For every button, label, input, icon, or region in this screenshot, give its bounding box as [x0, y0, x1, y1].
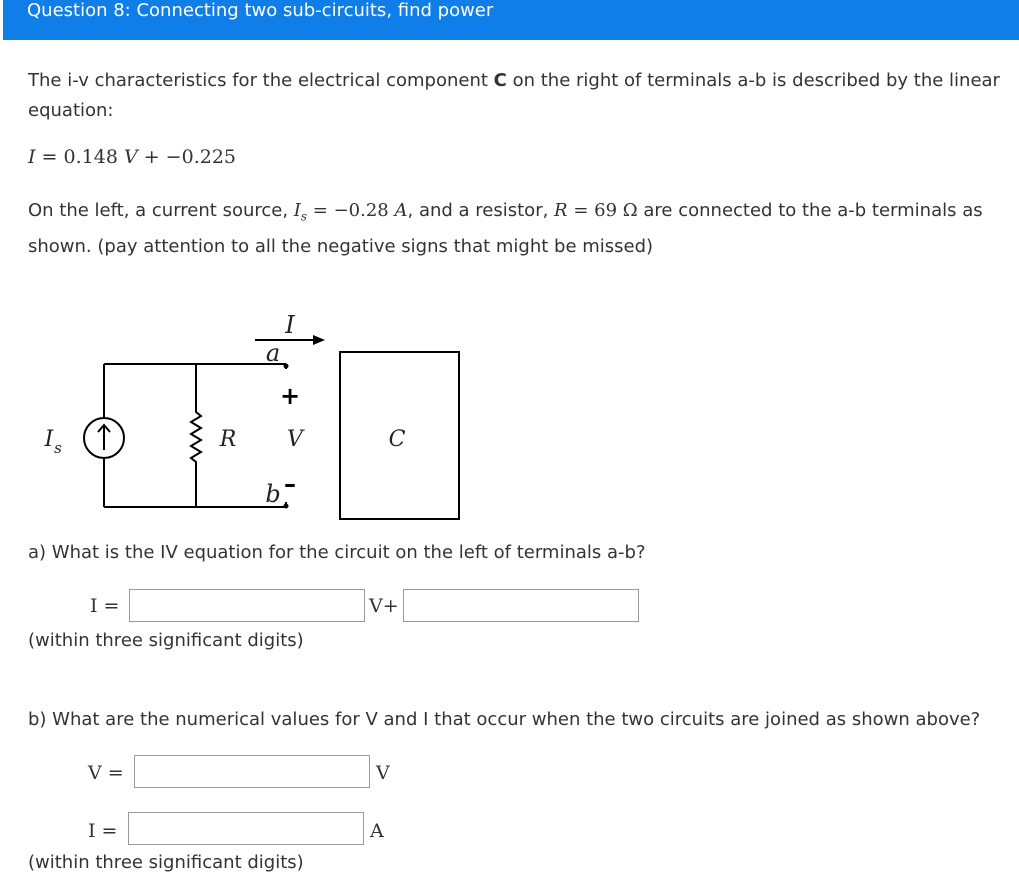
qa-note: (within three significant digits) [28, 630, 304, 651]
source-r-symbol: R [554, 200, 568, 221]
plus-sign: + [279, 382, 301, 410]
resistor-label: R [219, 427, 237, 452]
qb-i-input[interactable] [128, 812, 364, 845]
component-c-label: C [388, 427, 406, 452]
qa-mid-label: V+ [369, 595, 399, 617]
qb-v-label: V = [88, 762, 124, 784]
source-label-sub: s [54, 439, 62, 457]
source-is-symbol: I [293, 200, 301, 221]
source-text-1: On the left, a current source, [28, 200, 294, 221]
minus-sign: – [284, 470, 296, 498]
intro-component: C [493, 70, 507, 91]
source-is-sub: s [300, 209, 308, 224]
qa-i-label: I = [90, 595, 120, 617]
equation-var: V [123, 146, 138, 168]
qb-v-input[interactable] [134, 755, 370, 788]
resistor-symbol [191, 364, 201, 507]
terminal-a-node [284, 364, 289, 369]
source-label: I [44, 427, 54, 452]
intro-text-3: equation: [28, 100, 114, 121]
question-a-text: a) What is the IV equation for the circuit on the left of terminals a-b? [28, 542, 646, 563]
terminal-b-node [284, 504, 289, 509]
equation-rest: + −0.225 [137, 146, 236, 168]
qb-v-unit: V [376, 762, 390, 784]
qb-i-unit: A [370, 820, 384, 842]
qb-note: (within three significant digits) [28, 852, 304, 873]
current-label: I [285, 311, 295, 339]
equation-lhs: I [28, 146, 36, 168]
intro-text-1: The i-v characteristics for the electrical component [28, 70, 494, 91]
intro-text-2: on the right of terminals a-b is described by the linear [506, 70, 1000, 91]
terminal-a-label: a [265, 339, 281, 367]
equation-coef: = 0.148 [35, 146, 124, 168]
qa-slope-input[interactable] [129, 589, 365, 622]
qb-i-label: I = [88, 820, 118, 842]
source-text-2: , and a resistor, [407, 200, 555, 221]
source-text-4: shown. (pay attention to all the negative signs that might be missed) [28, 235, 654, 257]
qa-intercept-input[interactable] [403, 589, 639, 622]
source-r-value: = 69 Ω [567, 200, 638, 221]
question-b-text: b) What are the numerical values for V and I that occur when the two circuits are joined as shown above? [28, 709, 981, 730]
source-text-3: are connected to the a-b terminals as [637, 200, 983, 221]
current-arrow-head [313, 335, 325, 345]
question-title: Question 8: Connecting two sub-circuits, find power [27, 0, 494, 21]
voltage-label: V [287, 427, 303, 452]
terminal-b-label: b [265, 480, 281, 508]
source-is-unit: A [394, 200, 408, 221]
source-is-value: = −0.28 [307, 200, 395, 221]
